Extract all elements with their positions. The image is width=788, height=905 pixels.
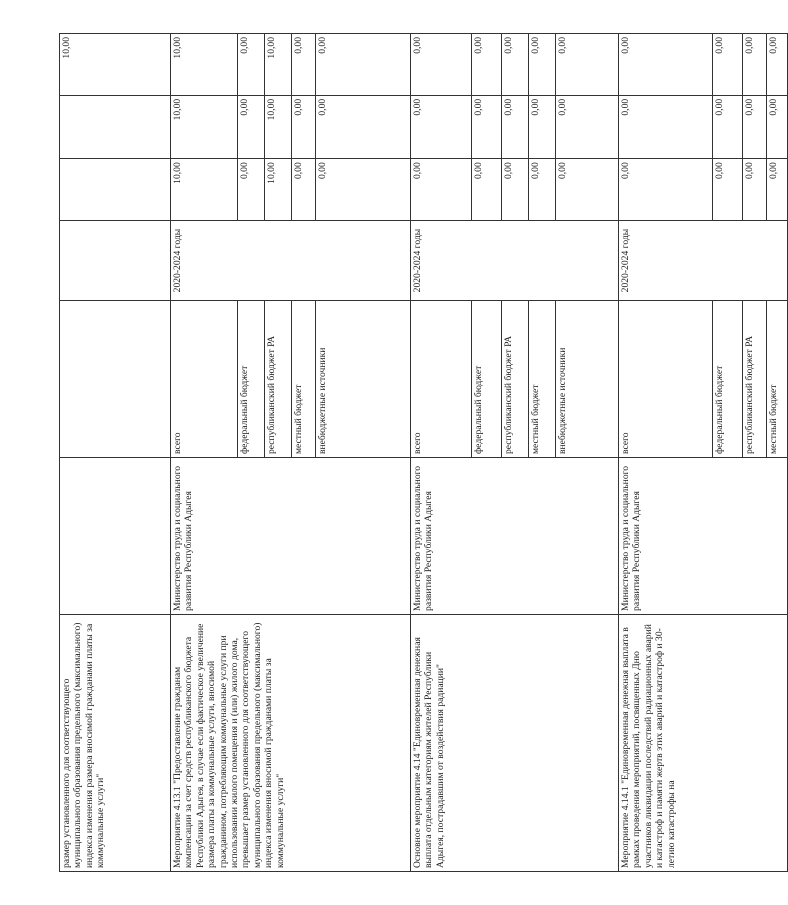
amount-cell: 10,00 bbox=[171, 159, 238, 221]
executor-cell: Министерство труда и социального развития Республики Адыгея bbox=[411, 458, 619, 615]
executor-cell: Министерство труда и социального развития Республики Адыгея bbox=[171, 458, 411, 615]
executor-cell: Министерство труда и социального развития Республики Адыгея bbox=[619, 458, 788, 615]
amount-cell: 0,00 bbox=[556, 95, 619, 158]
amount-cell: 0,00 bbox=[238, 34, 265, 96]
amount-cell: 0,00 bbox=[411, 159, 472, 221]
amount-cell: 0,00 bbox=[472, 34, 502, 96]
amount-cell: 0,00 bbox=[713, 34, 743, 96]
funding-source-cell: республиканский бюджет РА bbox=[265, 301, 292, 458]
executor-cell bbox=[60, 458, 171, 615]
measure-name-cell: Мероприятие 4.14.1 "Единовременная денежная выплата в рамках проведения мероприятий, посвященных Дню участников ликвидации последствий радиационных аварий и катастроф и памяти жертв этих аварий и катастроф и 30-летию катастрофы на bbox=[619, 614, 788, 871]
table-row bbox=[60, 34, 171, 872]
table-row bbox=[619, 34, 713, 872]
funding-source-cell: федеральный бюджет bbox=[238, 301, 265, 458]
amount-cell: 0,00 bbox=[529, 159, 556, 221]
amount-cell: 0,00 bbox=[529, 95, 556, 158]
measure-name-cell: Основное мероприятие 4.14 "Единовременная денежная выплата отдельным категориям жителей Республики Адыгея, пострадавшим от воздействия радиации" bbox=[411, 614, 619, 871]
amount-cell: 0,00 bbox=[472, 95, 502, 158]
amount-cell: 0,00 bbox=[411, 95, 472, 158]
amount-cell: 0,00 bbox=[292, 95, 316, 158]
amount-cell: 0,00 bbox=[713, 95, 743, 158]
amount-cell: 0,00 bbox=[743, 34, 767, 96]
funding-source-cell: всего bbox=[411, 301, 472, 458]
period-cell: 2020-2024 годы bbox=[411, 221, 619, 301]
budget-table bbox=[59, 33, 788, 872]
amount-cell: 10,00 bbox=[265, 159, 292, 221]
amount-cell: 0,00 bbox=[767, 34, 788, 96]
amount-cell: 0,00 bbox=[619, 159, 713, 221]
measure-name-cell: Мероприятие 4.13.1 "Предоставление гражданам компенсации за счет средств республиканского бюджета Республики Адыгея, в случае если фактическое увеличение размера платы за коммунальные услуги, вносимой гражданином, потребляющим коммунальные услуги при использовании жилого помещения и (или) жилого дома, превышает размер установленного для соответствующего муниципального образования предельного (максимального) индекса изменения вносимой гражданами платы за коммунальные услуги" bbox=[171, 614, 411, 871]
amount-cell: 0,00 bbox=[767, 159, 788, 221]
period-cell: 2020-2024 годы bbox=[619, 221, 788, 301]
amount-cell: 0,00 bbox=[529, 34, 556, 96]
funding-source-cell: местный бюджет bbox=[529, 301, 556, 458]
amount-cell: 0,00 bbox=[472, 159, 502, 221]
amount-cell: 0,00 bbox=[743, 95, 767, 158]
period-cell: 2020-2024 годы bbox=[171, 221, 411, 301]
amount-cell: 10,00 bbox=[265, 95, 292, 158]
amount-cell: 10,00 bbox=[60, 34, 171, 96]
amount-cell: 0,00 bbox=[556, 34, 619, 96]
funding-source-cell: внебюджетные источники bbox=[316, 301, 411, 458]
table-row bbox=[171, 34, 238, 872]
amount-cell: 0,00 bbox=[316, 95, 411, 158]
funding-source-cell: федеральный бюджет bbox=[472, 301, 502, 458]
funding-source-cell: республиканский бюджет РА bbox=[743, 301, 767, 458]
amount-cell: 0,00 bbox=[238, 95, 265, 158]
funding-source-cell: внебюджетные источники bbox=[556, 301, 619, 458]
amount-cell: 0,00 bbox=[767, 95, 788, 158]
amount-cell: 0,00 bbox=[292, 159, 316, 221]
amount-cell: 0,00 bbox=[502, 159, 529, 221]
amount-cell: 0,00 bbox=[411, 34, 472, 96]
funding-source-cell: местный бюджет bbox=[292, 301, 316, 458]
amount-cell: 0,00 bbox=[619, 95, 713, 158]
funding-source-cell bbox=[60, 301, 171, 458]
amount-cell: 0,00 bbox=[556, 159, 619, 221]
amount-cell: 0,00 bbox=[292, 34, 316, 96]
measure-name-cell: размер установленного для соответствующего муниципального образования предельного (максимального) индекса изменения размера вносимой гражданами платы за коммунальные услуги" bbox=[60, 614, 171, 871]
funding-source-cell: всего bbox=[619, 301, 713, 458]
amount-cell: 0,00 bbox=[502, 34, 529, 96]
amount-cell: 0,00 bbox=[238, 159, 265, 221]
amount-cell: 0,00 bbox=[743, 159, 767, 221]
period-cell bbox=[60, 221, 171, 301]
table-row bbox=[411, 34, 472, 872]
amount-cell: 0,00 bbox=[713, 159, 743, 221]
amount-cell: 10,00 bbox=[171, 34, 238, 96]
funding-source-cell: местный бюджет bbox=[767, 301, 788, 458]
funding-source-cell: республиканский бюджет РА bbox=[502, 301, 529, 458]
amount-cell: 0,00 bbox=[619, 34, 713, 96]
amount-cell bbox=[60, 159, 171, 221]
amount-cell: 0,00 bbox=[316, 34, 411, 96]
amount-cell bbox=[60, 95, 171, 158]
funding-source-cell: федеральный бюджет bbox=[713, 301, 743, 458]
amount-cell: 10,00 bbox=[171, 95, 238, 158]
amount-cell: 0,00 bbox=[502, 95, 529, 158]
amount-cell: 10,00 bbox=[265, 34, 292, 96]
funding-source-cell: всего bbox=[171, 301, 238, 458]
amount-cell: 0,00 bbox=[316, 159, 411, 221]
